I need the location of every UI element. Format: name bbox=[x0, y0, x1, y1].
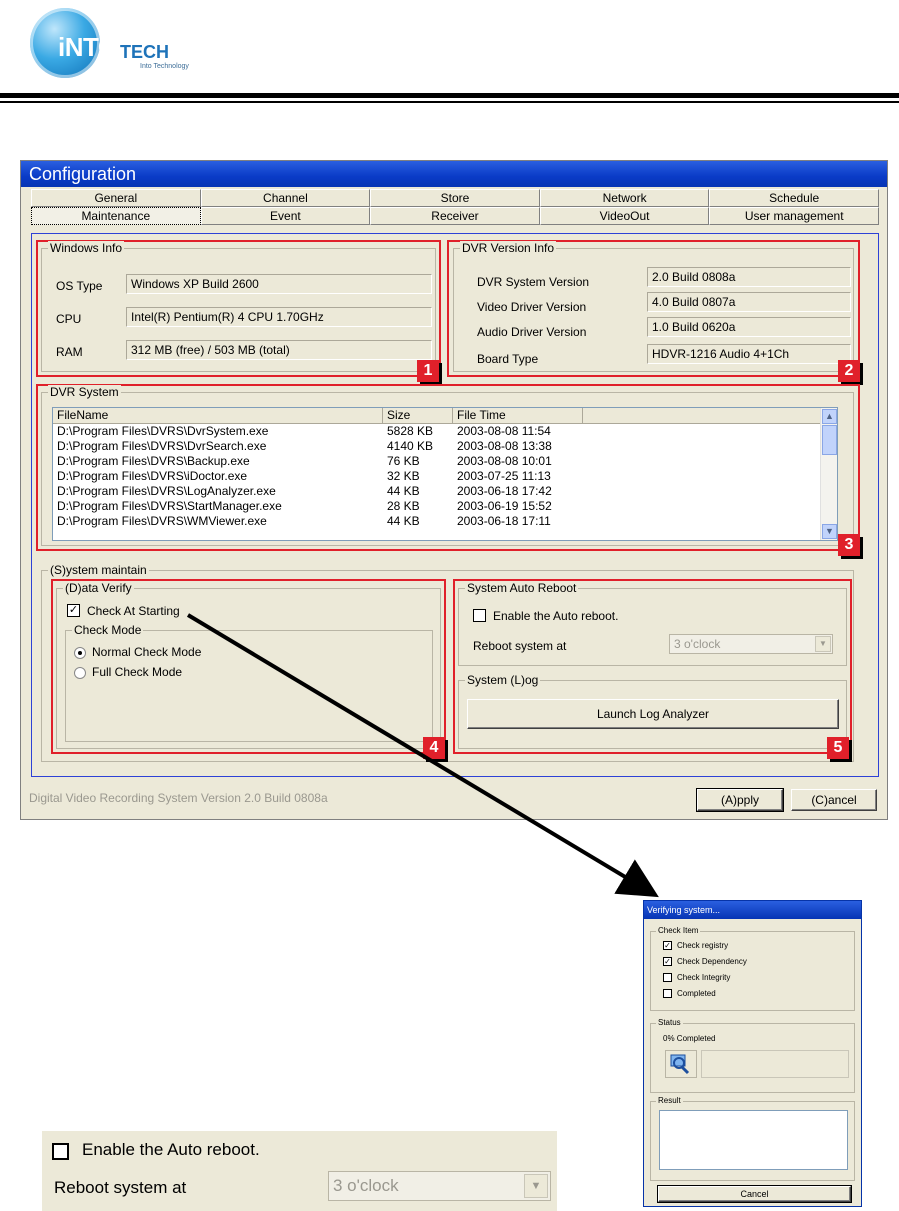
reboot-time-value: 3 o'clock bbox=[674, 637, 721, 651]
cancel-button[interactable]: (C)ancel bbox=[791, 789, 877, 811]
cell-file-time: 2003-08-08 11:54 bbox=[457, 424, 551, 438]
dvr-system-version-value: 2.0 Build 0808a bbox=[647, 267, 851, 287]
board-type-value: HDVR-1216 Audio 4+1Ch bbox=[647, 344, 851, 364]
chevron-down-icon[interactable]: ▼ bbox=[815, 636, 831, 652]
zoom-reboot-time-select[interactable] bbox=[328, 1171, 551, 1201]
cell-filename: D:\Program Files\DVRS\StartManager.exe bbox=[57, 499, 282, 513]
cell-filename: D:\Program Files\DVRS\iDoctor.exe bbox=[57, 469, 248, 483]
logo-brand: iNTO bbox=[58, 32, 118, 62]
board-type-label: Board Type bbox=[477, 352, 539, 366]
result-legend: Result bbox=[658, 1096, 681, 1105]
marker-4: 4 bbox=[423, 737, 445, 759]
cpu-label: CPU bbox=[56, 312, 82, 326]
cell-file-time: 2003-08-08 10:01 bbox=[457, 454, 552, 468]
status-progress-text: 0% Completed bbox=[663, 1034, 716, 1043]
check-registry-checkbox: ✓ bbox=[664, 941, 671, 950]
marker-1: 1 bbox=[417, 360, 439, 382]
os-type-value: Windows XP Build 2600 bbox=[126, 274, 432, 294]
tab-maintenance[interactable]: Maintenance bbox=[31, 207, 201, 225]
cell-filename: D:\Program Files\DVRS\LogAnalyzer.exe bbox=[57, 484, 276, 498]
system-log-legend: System (L)og bbox=[467, 673, 539, 687]
cell-file-time: 2003-07-25 11:13 bbox=[457, 469, 551, 483]
cell-filename: D:\Program Files\DVRS\Backup.exe bbox=[57, 454, 250, 468]
cell-size: 44 KB bbox=[387, 514, 420, 528]
magnifier-icon-graphic bbox=[666, 1051, 696, 1077]
window-title: Configuration bbox=[21, 161, 887, 187]
tab-channel[interactable]: Channel bbox=[201, 189, 371, 207]
zoom-enable-auto-reboot-checkbox[interactable] bbox=[52, 1143, 69, 1160]
normal-check-mode-label[interactable]: Normal Check Mode bbox=[92, 645, 202, 659]
logo-tagline: Into Technology bbox=[140, 63, 189, 70]
logo-brand-suffix: TECH bbox=[120, 42, 169, 62]
check-item-group bbox=[650, 926, 855, 1011]
check-at-starting-checkbox[interactable]: ✓ bbox=[68, 604, 79, 616]
enable-auto-reboot-label[interactable]: Enable the Auto reboot. bbox=[493, 609, 619, 623]
check-registry-label: Check registry bbox=[677, 941, 729, 950]
zoom-chevron-down-icon[interactable]: ▼ bbox=[524, 1174, 548, 1198]
magnifier-icon bbox=[665, 1050, 697, 1078]
tab-schedule[interactable]: Schedule bbox=[709, 189, 879, 207]
check-mode-legend: Check Mode bbox=[74, 623, 142, 637]
verifying-system-dialog bbox=[643, 900, 862, 1207]
result-group bbox=[650, 1096, 855, 1181]
check-dependency-label: Check Dependency bbox=[677, 957, 747, 966]
cell-size: 28 KB bbox=[387, 499, 420, 513]
reboot-system-at-label: Reboot system at bbox=[473, 639, 567, 653]
auto-reboot-legend: System Auto Reboot bbox=[467, 581, 577, 595]
status-group bbox=[650, 1018, 855, 1093]
zoom-enable-auto-reboot-label[interactable]: Enable the Auto reboot. bbox=[82, 1140, 260, 1159]
tab-store[interactable]: Store bbox=[370, 189, 540, 207]
progress-area bbox=[701, 1050, 849, 1078]
dvr-system-version-label: DVR System Version bbox=[477, 275, 590, 289]
verify-dialog-title: Verifying system... bbox=[644, 901, 861, 919]
tab-event[interactable]: Event bbox=[201, 207, 371, 225]
check-item-legend: Check Item bbox=[658, 926, 699, 935]
tab-videoout[interactable]: VideoOut bbox=[540, 207, 710, 225]
cell-file-time: 2003-06-19 15:52 bbox=[457, 499, 552, 513]
completed-label: Completed bbox=[677, 989, 716, 998]
cpu-value: Intel(R) Pentium(R) 4 CPU 1.70GHz bbox=[126, 307, 432, 327]
cell-filename: D:\Program Files\DVRS\WMViewer.exe bbox=[57, 514, 267, 528]
cell-file-time: 2003-06-18 17:11 bbox=[457, 514, 551, 528]
zoom-reboot-system-at-label: Reboot system at bbox=[54, 1178, 187, 1197]
completed-checkbox bbox=[663, 989, 672, 998]
os-type-label: OS Type bbox=[56, 279, 103, 293]
check-integrity-label: Check Integrity bbox=[677, 973, 731, 982]
ram-value: 312 MB (free) / 503 MB (total) bbox=[126, 340, 432, 360]
cell-size: 44 KB bbox=[387, 484, 420, 498]
tab-general[interactable]: General bbox=[31, 189, 201, 207]
cell-filename: D:\Program Files\DVRS\DvrSearch.exe bbox=[57, 439, 267, 453]
launch-log-analyzer-button[interactable]: Launch Log Analyzer bbox=[467, 699, 839, 729]
full-check-mode-label[interactable]: Full Check Mode bbox=[92, 665, 183, 679]
dvr-version-legend: DVR Version Info bbox=[462, 241, 555, 255]
cell-file-time: 2003-06-18 17:42 bbox=[457, 484, 552, 498]
column-file-time[interactable]: File Time bbox=[453, 408, 583, 423]
result-textbox[interactable] bbox=[659, 1110, 848, 1170]
cell-filename: D:\Program Files\DVRS\DvrSystem.exe bbox=[57, 424, 269, 438]
dvr-system-legend: DVR System bbox=[50, 385, 119, 399]
cell-size: 5828 KB bbox=[387, 424, 434, 438]
column-filename[interactable]: FileName bbox=[53, 408, 383, 423]
marker-3: 3 bbox=[838, 534, 860, 556]
data-verify-legend: (D)ata Verify bbox=[65, 581, 132, 595]
ram-label: RAM bbox=[56, 345, 83, 359]
cell-file-time: 2003-08-08 13:38 bbox=[457, 439, 552, 453]
verify-cancel-button[interactable]: Cancel bbox=[658, 1186, 851, 1202]
check-at-starting-label[interactable]: Check At Starting bbox=[87, 604, 180, 618]
status-legend: Status bbox=[658, 1018, 681, 1027]
apply-button[interactable]: (A)pply bbox=[697, 789, 783, 811]
zoomed-auto-reboot-inset bbox=[42, 1131, 557, 1211]
audio-driver-version-value: 1.0 Build 0620a bbox=[647, 317, 851, 337]
zoom-reboot-time-value: 3 o'clock bbox=[333, 1176, 399, 1195]
video-driver-version-value: 4.0 Build 0807a bbox=[647, 292, 851, 312]
marker-5: 5 bbox=[827, 737, 849, 759]
cell-size: 32 KB bbox=[387, 469, 420, 483]
scroll-down-icon[interactable]: ▼ bbox=[822, 524, 837, 539]
scroll-up-icon[interactable]: ▲ bbox=[822, 409, 837, 424]
marker-2: 2 bbox=[838, 360, 860, 382]
column-size[interactable]: Size bbox=[383, 408, 453, 423]
cell-size: 76 KB bbox=[387, 454, 420, 468]
system-maintain-legend: (S)ystem maintain bbox=[50, 563, 147, 577]
check-integrity-checkbox bbox=[663, 973, 672, 982]
video-driver-version-label: Video Driver Version bbox=[477, 300, 587, 314]
tab-user-management[interactable]: User management bbox=[709, 207, 879, 225]
audio-driver-version-label: Audio Driver Version bbox=[477, 325, 587, 339]
windows-info-legend: Windows Info bbox=[50, 241, 123, 255]
tab-network[interactable]: Network bbox=[540, 189, 710, 207]
check-dependency-checkbox: ✓ bbox=[664, 957, 671, 966]
status-bar-text: Digital Video Recording System Version 2.0 Build 0808a bbox=[29, 791, 328, 805]
tab-receiver[interactable]: Receiver bbox=[370, 207, 540, 225]
cell-size: 4140 KB bbox=[387, 439, 434, 453]
